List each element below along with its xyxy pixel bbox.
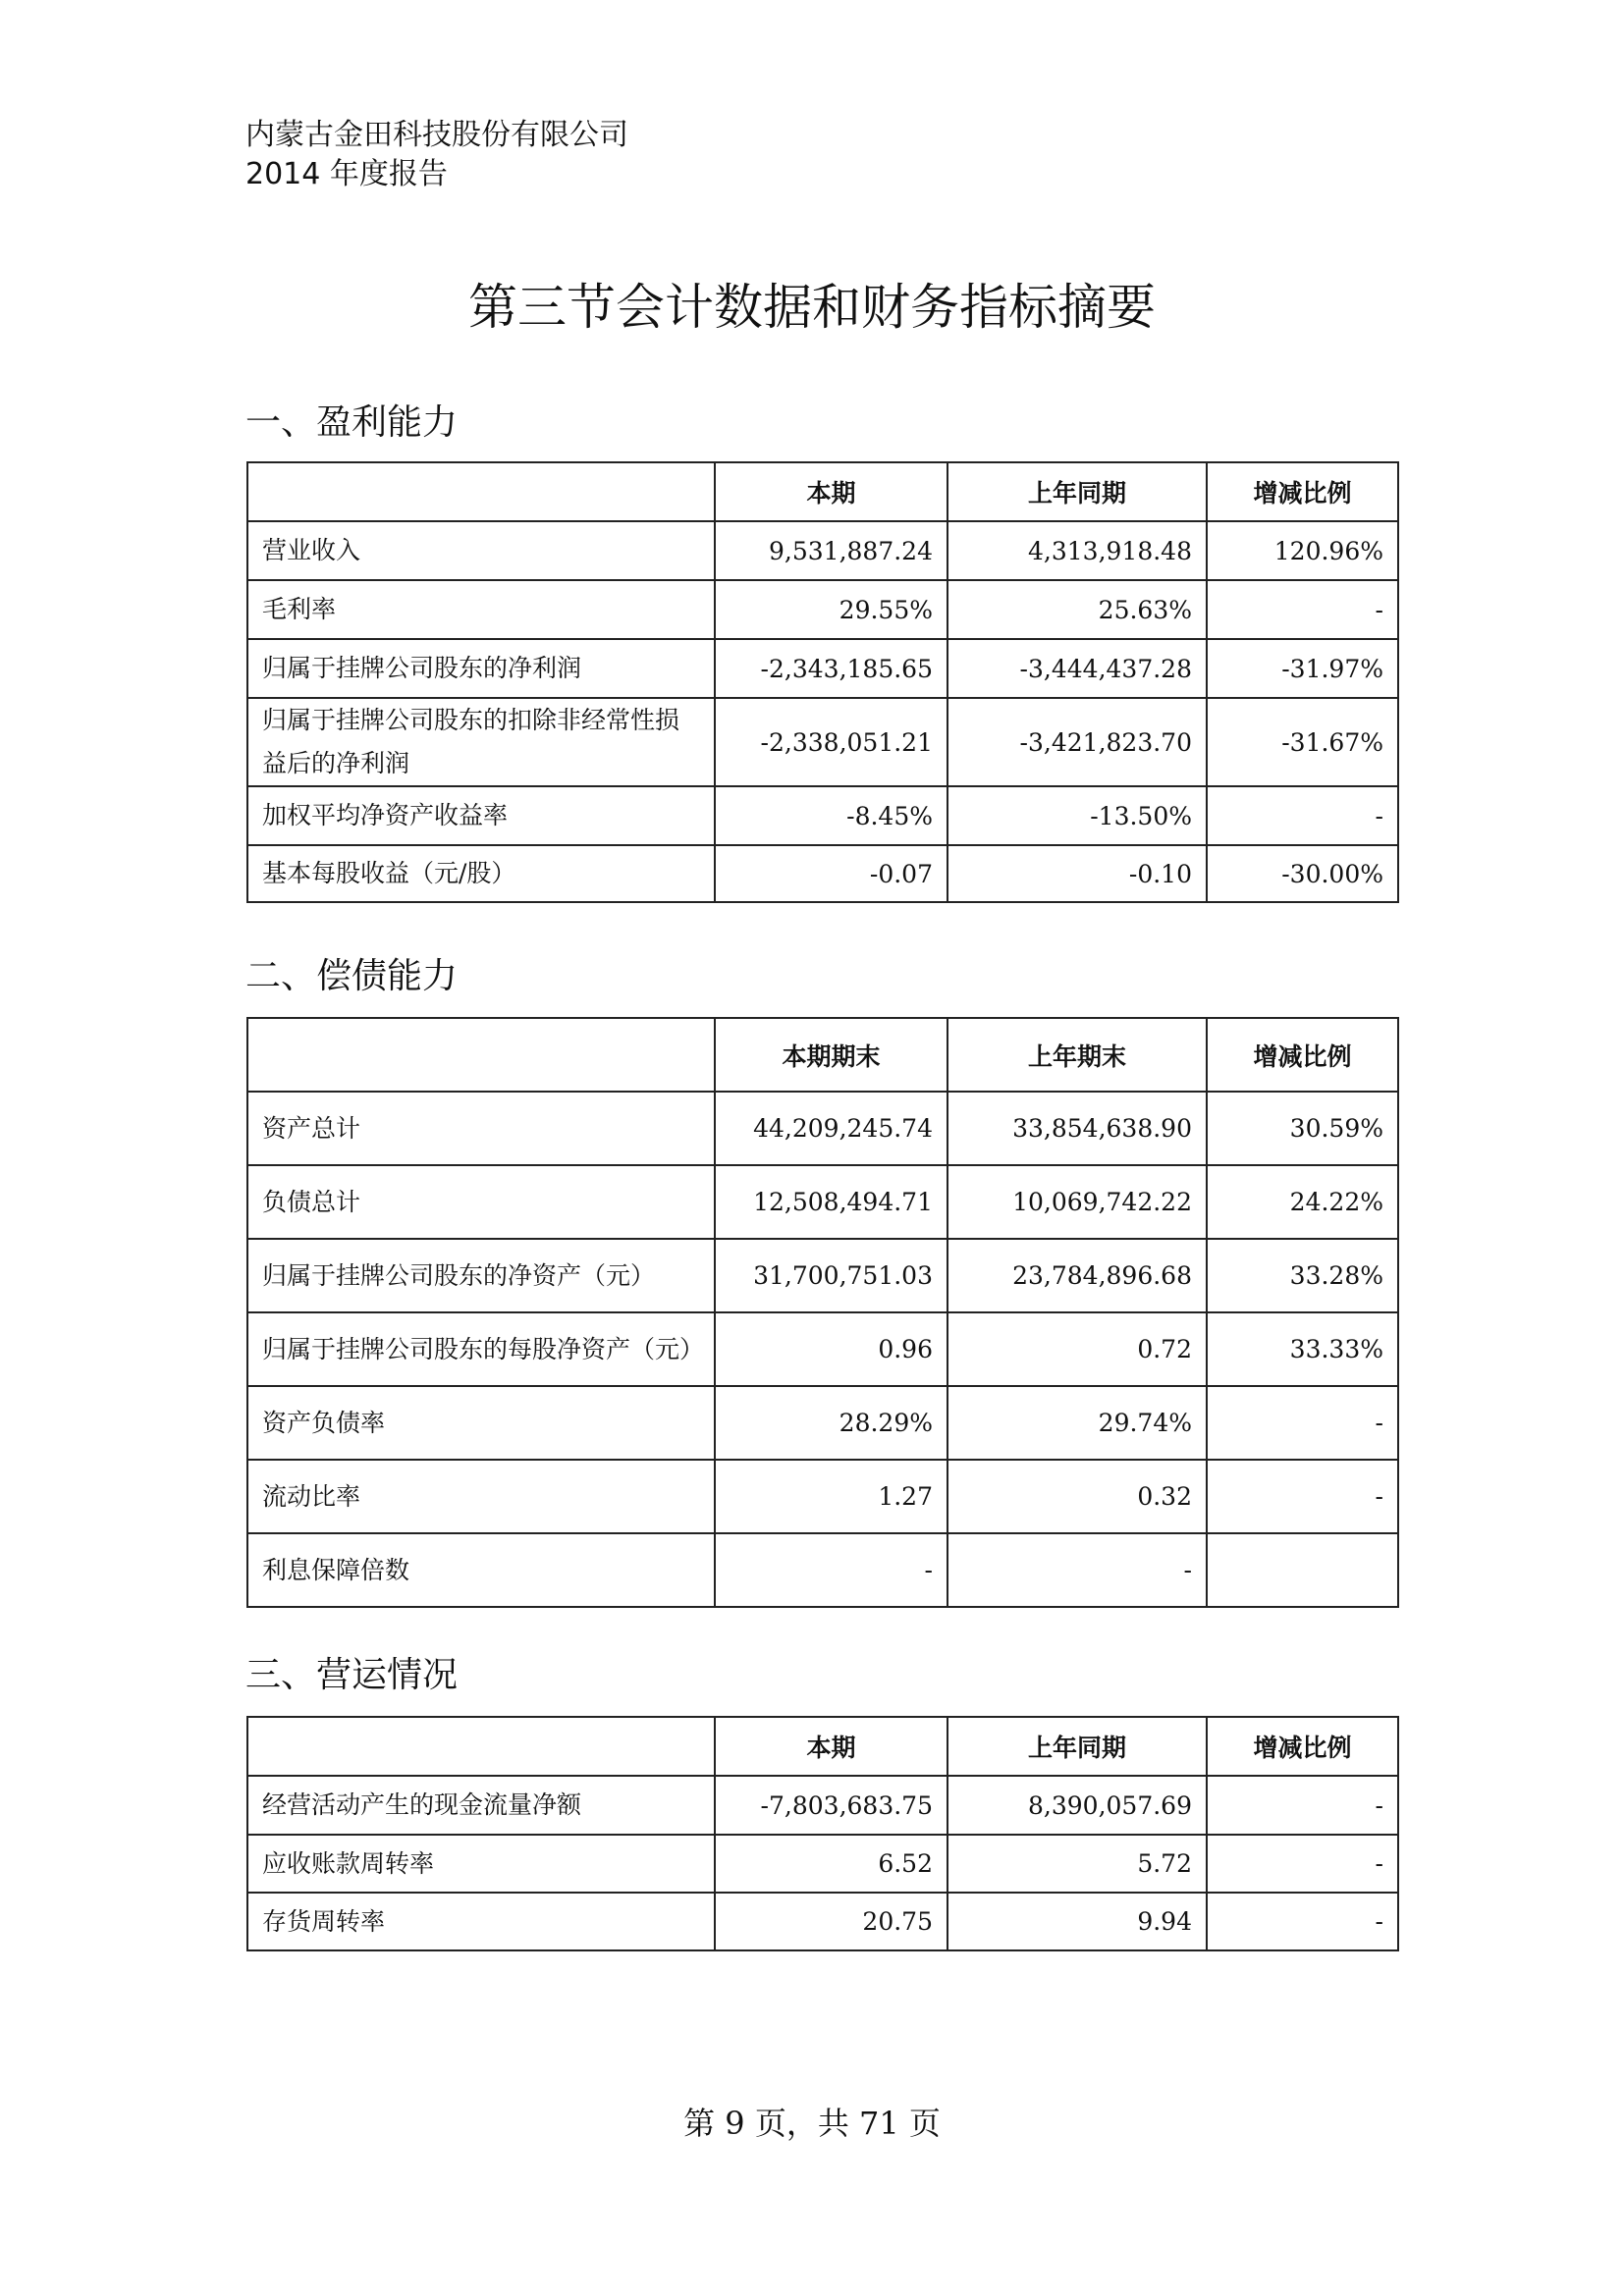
document-header bbox=[245, 116, 628, 194]
cell-value: 9,531,887.24 bbox=[715, 521, 947, 580]
cell-value: 0.96 bbox=[715, 1312, 947, 1386]
row-label: 归属于挂牌公司股东的扣除非经常性损益后的净利润 bbox=[247, 698, 715, 786]
cell-value: 30.59% bbox=[1207, 1092, 1398, 1165]
profitability-heading: 一、盈利能力 bbox=[245, 402, 459, 443]
cell-value: -7,803,683.75 bbox=[715, 1776, 947, 1835]
cell-value: 29.55% bbox=[715, 580, 947, 639]
table-row bbox=[247, 845, 1398, 902]
cell-value bbox=[1207, 1533, 1398, 1607]
table-row bbox=[247, 1092, 1398, 1165]
cell-value: 10,069,742.22 bbox=[947, 1165, 1207, 1239]
report-title: 2014 年度报告 bbox=[245, 157, 448, 191]
cell-value: -0.07 bbox=[715, 845, 947, 902]
row-label: 负债总计 bbox=[247, 1165, 715, 1239]
row-label: 加权平均净资产收益率 bbox=[247, 786, 715, 845]
column-header: 增减比例 bbox=[1207, 1717, 1398, 1776]
row-label: 资产负债率 bbox=[247, 1386, 715, 1460]
solvency-table bbox=[246, 1017, 1399, 1608]
operations-table bbox=[246, 1716, 1399, 1951]
cell-value: - bbox=[1207, 1893, 1398, 1950]
cell-value: - bbox=[1207, 1776, 1398, 1835]
cell-value: 24.22% bbox=[1207, 1165, 1398, 1239]
cell-value: -30.00% bbox=[1207, 845, 1398, 902]
column-header: 上年期末 bbox=[947, 1018, 1207, 1092]
column-header: 本期 bbox=[715, 462, 947, 521]
cell-value: -2,338,051.21 bbox=[715, 698, 947, 786]
cell-value: 23,784,896.68 bbox=[947, 1239, 1207, 1312]
cell-value: -3,444,437.28 bbox=[947, 639, 1207, 698]
row-label: 资产总计 bbox=[247, 1092, 715, 1165]
page-number: 第 9 页，共 71 页 bbox=[683, 2105, 941, 2142]
column-header bbox=[247, 1018, 715, 1092]
solvency-heading: 二、偿债能力 bbox=[245, 956, 459, 996]
table-row bbox=[247, 1239, 1398, 1312]
column-header bbox=[247, 462, 715, 521]
cell-value: -31.67% bbox=[1207, 698, 1398, 786]
company-name: 内蒙古金田科技股份有限公司 bbox=[245, 118, 628, 152]
cell-value: 44,209,245.74 bbox=[715, 1092, 947, 1165]
cell-value: 0.72 bbox=[947, 1312, 1207, 1386]
cell-value: 0.32 bbox=[947, 1460, 1207, 1533]
table-row bbox=[247, 1386, 1398, 1460]
table-row bbox=[247, 521, 1398, 580]
table-row bbox=[247, 1312, 1398, 1386]
column-header: 本期 bbox=[715, 1717, 947, 1776]
cell-value: - bbox=[1207, 1386, 1398, 1460]
row-label: 归属于挂牌公司股东的每股净资产（元） bbox=[247, 1312, 715, 1386]
cell-value: 25.63% bbox=[947, 580, 1207, 639]
cell-value: 1.27 bbox=[715, 1460, 947, 1533]
table-header-row bbox=[247, 1717, 1398, 1776]
cell-value: - bbox=[1207, 580, 1398, 639]
operations-heading: 三、营运情况 bbox=[245, 1655, 459, 1695]
cell-value: 33.28% bbox=[1207, 1239, 1398, 1312]
cell-value: - bbox=[1207, 786, 1398, 845]
row-label: 归属于挂牌公司股东的净利润 bbox=[247, 639, 715, 698]
cell-value: -0.10 bbox=[947, 845, 1207, 902]
table-row bbox=[247, 580, 1398, 639]
cell-value: 5.72 bbox=[947, 1835, 1207, 1893]
table-header-row bbox=[247, 462, 1398, 521]
row-label: 流动比率 bbox=[247, 1460, 715, 1533]
column-header bbox=[247, 1717, 715, 1776]
table-row bbox=[247, 698, 1398, 786]
table-row bbox=[247, 639, 1398, 698]
cell-value: 29.74% bbox=[947, 1386, 1207, 1460]
cell-value: -3,421,823.70 bbox=[947, 698, 1207, 786]
cell-value: 8,390,057.69 bbox=[947, 1776, 1207, 1835]
table-row bbox=[247, 1460, 1398, 1533]
table-row bbox=[247, 1776, 1398, 1835]
row-label: 毛利率 bbox=[247, 580, 715, 639]
row-label: 利息保障倍数 bbox=[247, 1533, 715, 1607]
cell-value: 20.75 bbox=[715, 1893, 947, 1950]
column-header: 本期期末 bbox=[715, 1018, 947, 1092]
row-label: 经营活动产生的现金流量净额 bbox=[247, 1776, 715, 1835]
table-row bbox=[247, 1165, 1398, 1239]
table-row bbox=[247, 1533, 1398, 1607]
row-label: 归属于挂牌公司股东的净资产（元） bbox=[247, 1239, 715, 1312]
cell-value: 9.94 bbox=[947, 1893, 1207, 1950]
row-label: 营业收入 bbox=[247, 521, 715, 580]
cell-value: - bbox=[715, 1533, 947, 1607]
column-header: 增减比例 bbox=[1207, 462, 1398, 521]
cell-value: 120.96% bbox=[1207, 521, 1398, 580]
cell-value: 6.52 bbox=[715, 1835, 947, 1893]
cell-value: -8.45% bbox=[715, 786, 947, 845]
cell-value: - bbox=[947, 1533, 1207, 1607]
profitability-table bbox=[246, 461, 1399, 903]
row-label: 存货周转率 bbox=[247, 1893, 715, 1950]
row-label: 应收账款周转率 bbox=[247, 1835, 715, 1893]
cell-value: -13.50% bbox=[947, 786, 1207, 845]
cell-value: 31,700,751.03 bbox=[715, 1239, 947, 1312]
column-header: 上年同期 bbox=[947, 1717, 1207, 1776]
cell-value: 33.33% bbox=[1207, 1312, 1398, 1386]
cell-value: - bbox=[1207, 1460, 1398, 1533]
cell-value: - bbox=[1207, 1835, 1398, 1893]
cell-value: -2,343,185.65 bbox=[715, 639, 947, 698]
table-row bbox=[247, 786, 1398, 845]
cell-value: 33,854,638.90 bbox=[947, 1092, 1207, 1165]
cell-value: 4,313,918.48 bbox=[947, 521, 1207, 580]
table-row bbox=[247, 1835, 1398, 1893]
cell-value: 12,508,494.71 bbox=[715, 1165, 947, 1239]
cell-value: 28.29% bbox=[715, 1386, 947, 1460]
row-label: 基本每股收益（元/股） bbox=[247, 845, 715, 902]
cell-value: -31.97% bbox=[1207, 639, 1398, 698]
table-header-row bbox=[247, 1018, 1398, 1092]
section-title: 第三节会计数据和财务指标摘要 bbox=[468, 279, 1156, 336]
column-header: 增减比例 bbox=[1207, 1018, 1398, 1092]
column-header: 上年同期 bbox=[947, 462, 1207, 521]
table-row bbox=[247, 1893, 1398, 1950]
